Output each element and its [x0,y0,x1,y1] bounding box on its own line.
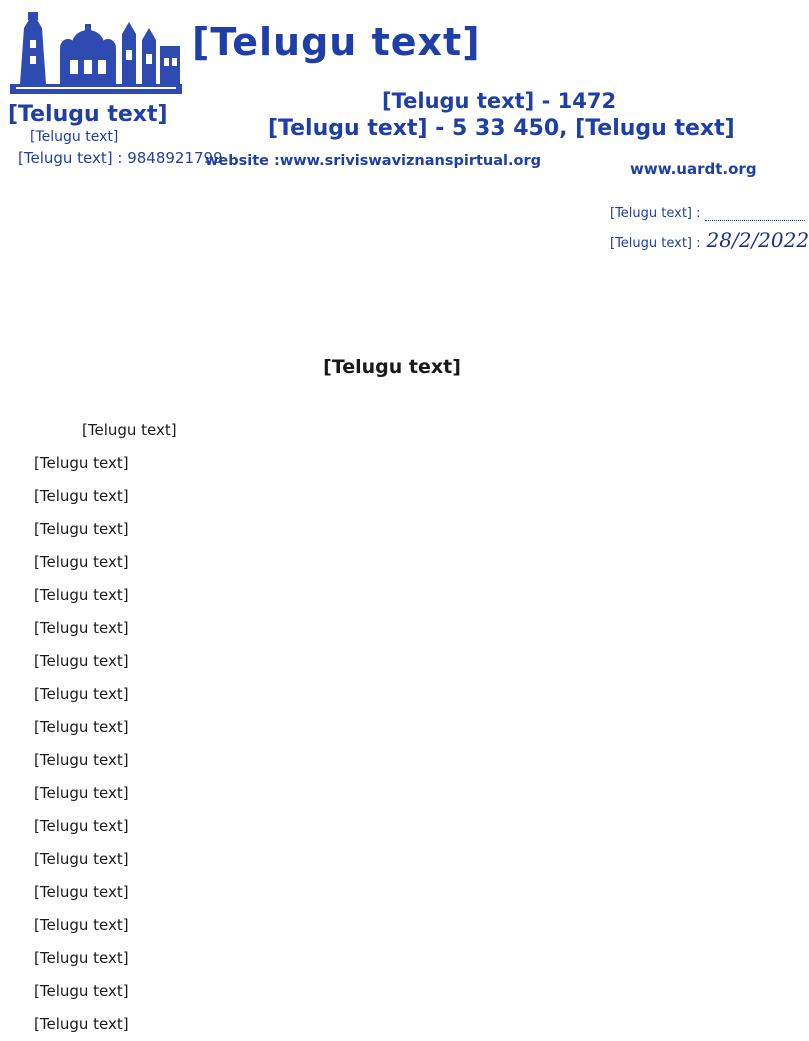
reference-blank [705,206,805,221]
article-line: [Telugu text] [34,685,129,703]
article-line: [Telugu text] [34,586,129,604]
cell-number: [Telugu text] : 9848921799 [18,149,223,167]
article-line: [Telugu text] [34,982,129,1000]
article-line: [Telugu text] [34,718,129,736]
article-line: [Telugu text] [34,487,129,505]
temple-logo-icon [6,10,186,98]
convener-role: [Telugu text] [30,129,119,145]
article-line: [Telugu text] [34,751,129,769]
article-line: [Telugu text] [34,883,129,901]
organization-address: [Telugu text] - 5 33 450, [Telugu text] [268,116,735,141]
organization-title: [Telugu text] [192,20,481,64]
website-link[interactable]: website :www.sriviswaviznanspirtual.org [205,153,542,169]
article-line: [Telugu text] [34,454,129,472]
article-line: [Telugu text] [34,619,129,637]
established-year: [Telugu text] - 1472 [382,89,617,113]
article-heading: [Telugu text] [323,356,461,378]
article-line: [Telugu text] [34,817,129,835]
reference-line [610,204,780,224]
article-body [34,414,754,1041]
reference-label: [Telugu text] : [610,206,701,221]
convener-name: [Telugu text] [8,102,168,127]
article-line: [Telugu text] [34,916,129,934]
website-link-secondary[interactable]: www.uardt.org [630,160,757,178]
article-line: [Telugu text] [34,850,129,868]
article-line: [Telugu text] [34,1015,129,1033]
article-line: [Telugu text] [82,421,177,439]
article-line: [Telugu text] [34,949,129,967]
article-line: [Telugu text] [34,553,129,571]
date-line [610,228,809,252]
article-line: [Telugu text] [34,520,129,538]
article-line: [Telugu text] [34,784,129,802]
date-value: 28/2/2022 [706,228,809,252]
article-line: [Telugu text] [34,652,129,670]
date-label: [Telugu text] : [610,236,701,251]
